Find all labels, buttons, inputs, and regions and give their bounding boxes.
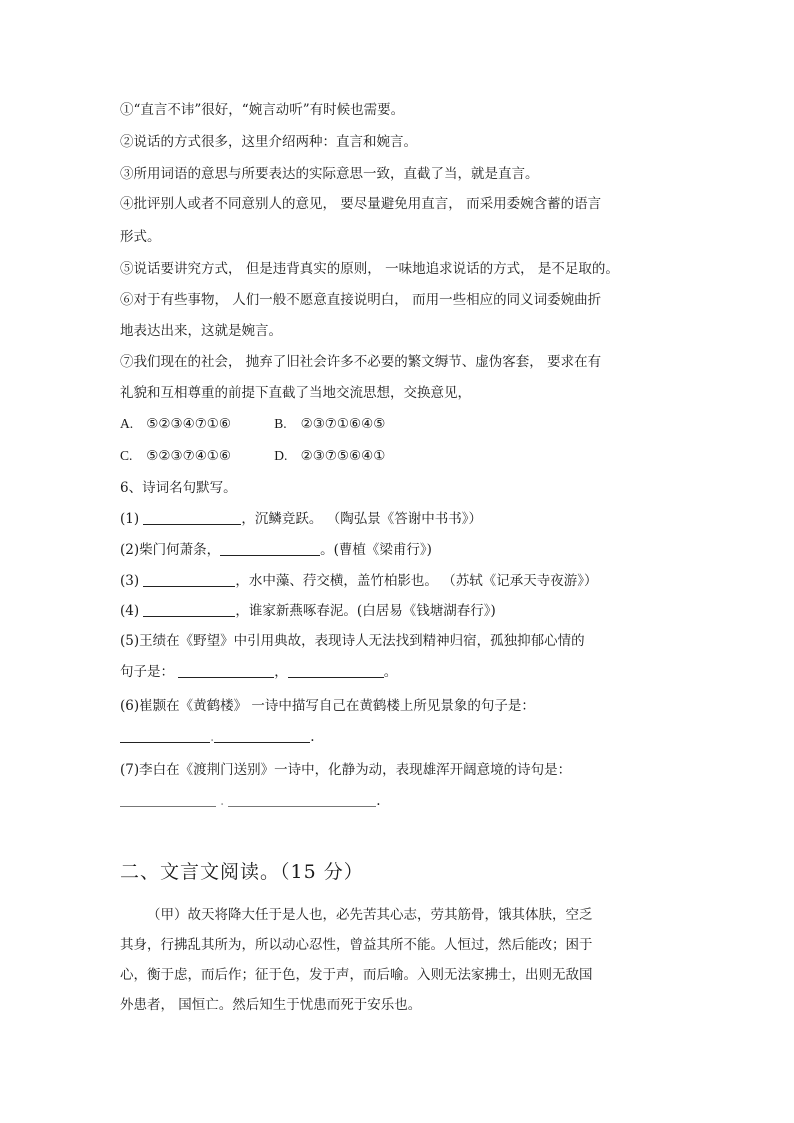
- sentence-1: ①“直言不讳”很好，“婉言动听”有时候也需要。: [120, 102, 405, 118]
- answer-blank-5b[interactable]: [288, 663, 384, 678]
- option-d[interactable]: [274, 446, 424, 466]
- poem-item-5-prefix: 句子是：: [120, 664, 174, 680]
- sentence-4-line-2: 形式。: [120, 229, 161, 245]
- classical-passage: [120, 903, 674, 1017]
- sentence-2: ②说话的方式很多，这里介绍两种：直言和婉言。: [120, 134, 417, 150]
- option-b[interactable]: [274, 414, 424, 434]
- option-b-letter: B.: [274, 416, 287, 431]
- poem-item-7-line-2: [120, 791, 694, 811]
- answer-blank-1[interactable]: [143, 510, 241, 525]
- option-a[interactable]: [120, 414, 270, 434]
- option-c-letter: C.: [120, 448, 133, 463]
- sentence-6-line-1: ⑥对于有些事物， 人们一般不愿意直接说明白， 而用一些相应的同义词委婉曲折: [120, 292, 602, 308]
- passage-line-2: 其身，行拂乱其所为，所以动心忍性，曾益其所不能。人恒过，然后能改；困于: [120, 937, 593, 953]
- poem-item-1-text: ，沉鳞竞跃。 （陶弘景《答谢中书书》）: [241, 511, 482, 527]
- option-c[interactable]: [120, 446, 270, 466]
- poem-item-5-end: 。: [383, 664, 398, 680]
- poem-item-6-line-2: [120, 727, 694, 747]
- poem-item-4: [120, 601, 694, 621]
- option-a-text: ⑤②③④⑦①⑥: [146, 416, 232, 432]
- poem-item-3-prefix: (3): [120, 573, 144, 589]
- section-2-heading: 二、文言文阅读。（15 分）: [120, 861, 364, 883]
- poem-item-5-sep: ，: [274, 664, 288, 680]
- option-c-text: ⑤②③⑦④①⑥: [146, 448, 232, 464]
- poem-item-2-prefix: (2)柴门何萧条，: [120, 542, 221, 558]
- poem-item-6-end: .: [310, 729, 315, 745]
- sentence-5: ⑤说话要讲究方式， 但是违背真实的原则， 一味地追求说话的方式， 是不足取的。: [120, 261, 619, 277]
- options-row-2: [120, 446, 694, 466]
- options-row-1: [120, 414, 694, 434]
- answer-blank-6a[interactable]: [120, 728, 210, 743]
- passage-line-3: 心，衡于虑，而后作；征于色，发于声，而后喻。入则无法家拂士，出则无敌国: [120, 967, 593, 983]
- sentence-6-line-2: 地表达出来，这就是婉言。: [120, 323, 282, 339]
- sentence-7-line-1: ⑦我们现在的社会， 抛弃了旧社会许多不必要的繁文缛节、虚伪客套， 要求在有: [120, 354, 602, 370]
- poem-item-6-line-1: (6)崔颢在《黄鹤楼》 一诗中描写自己在黄鹤楼上所见景象的句子是：: [120, 698, 535, 714]
- poem-item-1: [120, 509, 694, 529]
- poem-item-7-line-1: (7)李白在《渡荆门送别》一诗中，化静为动，表现雄浑开阔意境的诗句是：: [120, 762, 572, 778]
- answer-blank-7a[interactable]: [120, 792, 216, 807]
- option-a-letter: A.: [120, 416, 134, 431]
- option-d-letter: D.: [274, 448, 288, 463]
- poem-item-4-text: ，谁家新燕啄春泥。(白居易《钱塘湖春行》): [235, 603, 496, 619]
- passage-line-4: 外患者， 国恒亡。然后知生于忧患而死于安乐也。: [120, 997, 422, 1013]
- poem-item-7-sep: .: [220, 793, 225, 809]
- poem-item-2-text: 。(曹植《梁甫行》): [320, 542, 432, 558]
- option-b-text: ②③⑦①⑥④⑤: [300, 416, 386, 432]
- sentence-7-line-2: 礼貌和互相尊重的前提下直截了当地交流思想，交换意见，: [120, 385, 471, 401]
- poem-item-2: [120, 540, 694, 560]
- poem-item-3-text: ，水中藻、荇交横，盖竹柏影也。 （苏轼《记承天寺夜游》）: [235, 573, 598, 589]
- sentence-3: ③所用词语的意思与所要表达的实际意思一致，直截了当，就是直言。: [120, 166, 539, 182]
- poem-item-3: [120, 571, 694, 591]
- option-d-text: ②③⑦⑤⑥④①: [300, 448, 386, 464]
- answer-blank-4[interactable]: [143, 602, 235, 617]
- poem-item-7-end: .: [376, 793, 381, 809]
- answer-blank-6b[interactable]: [214, 728, 310, 743]
- answer-blank-3[interactable]: [143, 572, 235, 587]
- answer-blank-2[interactable]: [220, 541, 320, 556]
- answer-blank-5a[interactable]: [178, 663, 274, 678]
- poem-item-5-line-2: [120, 662, 694, 682]
- answer-blank-7b[interactable]: [228, 792, 376, 807]
- poem-item-1-prefix: (1): [120, 511, 144, 527]
- poem-item-6-sep: .: [210, 729, 215, 745]
- sentence-4-line-1: ④批评别人或者不同意别人的意见， 要尽量避免用直言， 而采用委婉含蓄的语言: [120, 196, 602, 212]
- poem-item-5-line-1: (5)王绩在《野望》中引用典故，表现诗人无法找到精神归宿，孤独抑郁心情的: [120, 633, 585, 649]
- poem-item-4-prefix: (4): [120, 603, 144, 619]
- question-6-title: 6、诗词名句默写。: [120, 480, 237, 496]
- passage-line-1: （甲）故天将降大任于是人也，必先苦其心志，劳其筋骨，饿其体肤，空乏: [147, 907, 593, 923]
